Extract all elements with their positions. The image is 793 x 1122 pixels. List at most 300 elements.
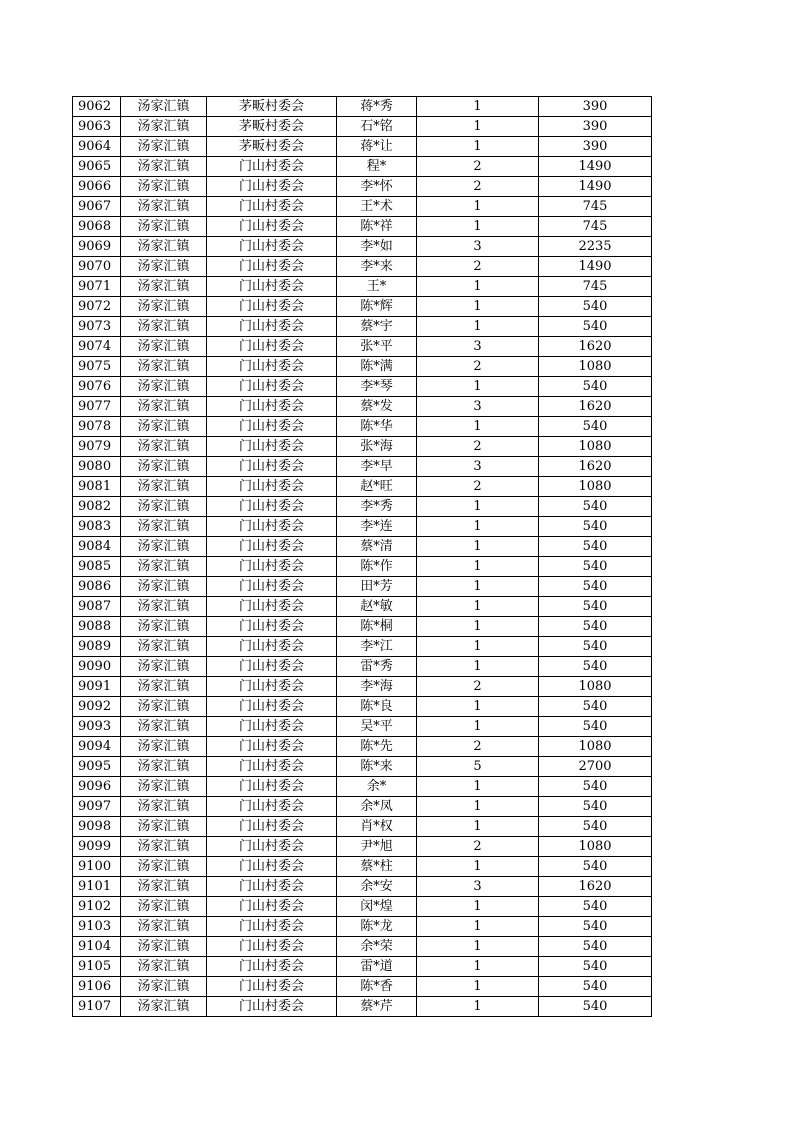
name-cell: 陈*良 [337,697,417,717]
row-id-cell: 9068 [73,217,121,237]
row-id-cell: 9065 [73,157,121,177]
town-cell: 汤家汇镇 [121,757,207,777]
amount-cell: 540 [539,317,652,337]
amount-cell: 540 [539,937,652,957]
amount-cell: 540 [539,637,652,657]
town-cell: 汤家汇镇 [121,577,207,597]
count-cell: 3 [417,877,539,897]
table-row [73,637,652,657]
count-cell: 1 [417,917,539,937]
count-cell: 2 [417,157,539,177]
village-cell: 门山村委会 [207,797,337,817]
amount-cell: 2700 [539,757,652,777]
name-cell: 陈*先 [337,737,417,757]
village-cell: 茅畈村委会 [207,117,337,137]
village-cell: 门山村委会 [207,817,337,837]
village-cell: 门山村委会 [207,837,337,857]
table-row [73,537,652,557]
row-id-cell: 9072 [73,297,121,317]
table-row [73,357,652,377]
row-id-cell: 9069 [73,237,121,257]
amount-cell: 540 [539,577,652,597]
table-row [73,197,652,217]
town-cell: 汤家汇镇 [121,177,207,197]
village-cell: 门山村委会 [207,897,337,917]
village-cell: 门山村委会 [207,997,337,1017]
town-cell: 汤家汇镇 [121,837,207,857]
amount-cell: 540 [539,537,652,557]
count-cell: 1 [417,617,539,637]
name-cell: 蔡*发 [337,397,417,417]
row-id-cell: 9106 [73,977,121,997]
village-cell: 门山村委会 [207,497,337,517]
table-row [73,777,652,797]
count-cell: 1 [417,797,539,817]
name-cell: 陈*龙 [337,917,417,937]
count-cell: 1 [417,117,539,137]
village-cell: 门山村委会 [207,337,337,357]
row-id-cell: 9078 [73,417,121,437]
table-row [73,937,652,957]
village-cell: 门山村委会 [207,877,337,897]
village-cell: 门山村委会 [207,917,337,937]
town-cell: 汤家汇镇 [121,317,207,337]
town-cell: 汤家汇镇 [121,917,207,937]
amount-cell: 745 [539,277,652,297]
amount-cell: 540 [539,697,652,717]
village-cell: 门山村委会 [207,317,337,337]
amount-cell: 540 [539,517,652,537]
amount-cell: 540 [539,597,652,617]
name-cell: 李*怀 [337,177,417,197]
row-id-cell: 9074 [73,337,121,357]
amount-cell: 540 [539,977,652,997]
table-row [73,477,652,497]
amount-cell: 540 [539,297,652,317]
village-cell: 门山村委会 [207,357,337,377]
village-cell: 门山村委会 [207,737,337,757]
table-row [73,137,652,157]
amount-cell: 1620 [539,877,652,897]
village-cell: 门山村委会 [207,657,337,677]
village-cell: 门山村委会 [207,777,337,797]
count-cell: 5 [417,757,539,777]
amount-cell: 1080 [539,357,652,377]
table-row [73,997,652,1017]
town-cell: 汤家汇镇 [121,797,207,817]
table-row [73,617,652,637]
row-id-cell: 9105 [73,957,121,977]
amount-cell: 745 [539,217,652,237]
amount-cell: 1080 [539,677,652,697]
amount-cell: 540 [539,917,652,937]
name-cell: 陈*辉 [337,297,417,317]
town-cell: 汤家汇镇 [121,717,207,737]
name-cell: 蒋*让 [337,137,417,157]
count-cell: 1 [417,557,539,577]
table-row [73,297,652,317]
table-row [73,177,652,197]
town-cell: 汤家汇镇 [121,897,207,917]
row-id-cell: 9073 [73,317,121,337]
table-row [73,917,652,937]
town-cell: 汤家汇镇 [121,857,207,877]
village-cell: 门山村委会 [207,177,337,197]
row-id-cell: 9064 [73,137,121,157]
table-row [73,657,652,677]
count-cell: 1 [417,897,539,917]
name-cell: 陈*作 [337,557,417,577]
town-cell: 汤家汇镇 [121,997,207,1017]
town-cell: 汤家汇镇 [121,597,207,617]
town-cell: 汤家汇镇 [121,657,207,677]
town-cell: 汤家汇镇 [121,517,207,537]
name-cell: 蒋*秀 [337,97,417,117]
row-id-cell: 9104 [73,937,121,957]
name-cell: 程* [337,157,417,177]
name-cell: 蔡*清 [337,537,417,557]
village-cell: 茅畈村委会 [207,97,337,117]
table-row [73,557,652,577]
town-cell: 汤家汇镇 [121,217,207,237]
row-id-cell: 9076 [73,377,121,397]
name-cell: 陈*祥 [337,217,417,237]
amount-cell: 1620 [539,397,652,417]
count-cell: 1 [417,417,539,437]
amount-cell: 540 [539,717,652,737]
table-row [73,757,652,777]
town-cell: 汤家汇镇 [121,337,207,357]
village-cell: 门山村委会 [207,617,337,637]
count-cell: 1 [417,637,539,657]
table-row [73,237,652,257]
village-cell: 门山村委会 [207,217,337,237]
town-cell: 汤家汇镇 [121,397,207,417]
town-cell: 汤家汇镇 [121,697,207,717]
name-cell: 余*凤 [337,797,417,817]
village-cell: 门山村委会 [207,677,337,697]
row-id-cell: 9086 [73,577,121,597]
name-cell: 李*早 [337,457,417,477]
town-cell: 汤家汇镇 [121,937,207,957]
row-id-cell: 9063 [73,117,121,137]
name-cell: 李*如 [337,237,417,257]
name-cell: 李*江 [337,637,417,657]
village-cell: 门山村委会 [207,437,337,457]
table-row [73,317,652,337]
amount-cell: 1080 [539,837,652,857]
amount-cell: 540 [539,817,652,837]
town-cell: 汤家汇镇 [121,197,207,217]
town-cell: 汤家汇镇 [121,877,207,897]
row-id-cell: 9093 [73,717,121,737]
row-id-cell: 9096 [73,777,121,797]
count-cell: 1 [417,997,539,1017]
row-id-cell: 9067 [73,197,121,217]
row-id-cell: 9066 [73,177,121,197]
amount-cell: 1620 [539,337,652,357]
village-cell: 门山村委会 [207,957,337,977]
amount-cell: 1080 [539,437,652,457]
town-cell: 汤家汇镇 [121,137,207,157]
amount-cell: 540 [539,797,652,817]
town-cell: 汤家汇镇 [121,477,207,497]
village-cell: 门山村委会 [207,397,337,417]
table-row [73,697,652,717]
village-cell: 门山村委会 [207,937,337,957]
name-cell: 蔡*宇 [337,317,417,337]
town-cell: 汤家汇镇 [121,437,207,457]
name-cell: 田*芳 [337,577,417,597]
name-cell: 李*来 [337,257,417,277]
name-cell: 尹*旭 [337,837,417,857]
name-cell: 吴*平 [337,717,417,737]
row-id-cell: 9075 [73,357,121,377]
row-id-cell: 9094 [73,737,121,757]
village-cell: 门山村委会 [207,537,337,557]
row-id-cell: 9082 [73,497,121,517]
amount-cell: 540 [539,617,652,637]
table-row [73,977,652,997]
town-cell: 汤家汇镇 [121,977,207,997]
row-id-cell: 9101 [73,877,121,897]
village-cell: 门山村委会 [207,417,337,437]
town-cell: 汤家汇镇 [121,737,207,757]
town-cell: 汤家汇镇 [121,817,207,837]
amount-cell: 540 [539,777,652,797]
amount-cell: 1080 [539,737,652,757]
count-cell: 3 [417,397,539,417]
name-cell: 张*海 [337,437,417,457]
row-id-cell: 9100 [73,857,121,877]
count-cell: 1 [417,957,539,977]
amount-cell: 1490 [539,177,652,197]
name-cell: 雷*道 [337,957,417,977]
amount-cell: 390 [539,137,652,157]
amount-cell: 540 [539,957,652,977]
table-row [73,837,652,857]
name-cell: 蔡*芹 [337,997,417,1017]
name-cell: 张*平 [337,337,417,357]
count-cell: 1 [417,197,539,217]
row-id-cell: 9081 [73,477,121,497]
village-cell: 门山村委会 [207,157,337,177]
name-cell: 陈*桐 [337,617,417,637]
amount-cell: 540 [539,417,652,437]
table-row [73,677,652,697]
row-id-cell: 9077 [73,397,121,417]
count-cell: 2 [417,477,539,497]
table-row [73,277,652,297]
table-row [73,717,652,737]
table-row [73,417,652,437]
count-cell: 2 [417,357,539,377]
amount-cell: 540 [539,557,652,577]
town-cell: 汤家汇镇 [121,277,207,297]
village-cell: 门山村委会 [207,637,337,657]
row-id-cell: 9085 [73,557,121,577]
village-cell: 门山村委会 [207,697,337,717]
row-id-cell: 9090 [73,657,121,677]
village-cell: 门山村委会 [207,977,337,997]
table-row [73,117,652,137]
count-cell: 1 [417,297,539,317]
table-body [73,97,652,1017]
name-cell: 李*连 [337,517,417,537]
village-cell: 门山村委会 [207,717,337,737]
count-cell: 2 [417,737,539,757]
row-id-cell: 9089 [73,637,121,657]
village-cell: 门山村委会 [207,297,337,317]
count-cell: 1 [417,537,539,557]
count-cell: 1 [417,977,539,997]
row-id-cell: 9099 [73,837,121,857]
town-cell: 汤家汇镇 [121,537,207,557]
table-row [73,517,652,537]
village-cell: 门山村委会 [207,857,337,877]
count-cell: 1 [417,657,539,677]
village-cell: 茅畈村委会 [207,137,337,157]
name-cell: 余*荣 [337,937,417,957]
table-row [73,217,652,237]
village-cell: 门山村委会 [207,277,337,297]
name-cell: 王* [337,277,417,297]
count-cell: 2 [417,437,539,457]
table-row [73,597,652,617]
row-id-cell: 9084 [73,537,121,557]
village-cell: 门山村委会 [207,237,337,257]
count-cell: 1 [417,97,539,117]
town-cell: 汤家汇镇 [121,637,207,657]
town-cell: 汤家汇镇 [121,257,207,277]
name-cell: 陈*满 [337,357,417,377]
table-row [73,437,652,457]
row-id-cell: 9095 [73,757,121,777]
table-row [73,877,652,897]
town-cell: 汤家汇镇 [121,117,207,137]
amount-cell: 540 [539,497,652,517]
name-cell: 赵*旺 [337,477,417,497]
town-cell: 汤家汇镇 [121,97,207,117]
row-id-cell: 9080 [73,457,121,477]
table-row [73,157,652,177]
count-cell: 3 [417,457,539,477]
amount-cell: 390 [539,117,652,137]
count-cell: 1 [417,317,539,337]
amount-cell: 390 [539,97,652,117]
table-row [73,957,652,977]
amount-cell: 1490 [539,257,652,277]
table-row [73,737,652,757]
row-id-cell: 9083 [73,517,121,537]
amount-cell: 1620 [539,457,652,477]
table-row [73,397,652,417]
count-cell: 1 [417,857,539,877]
count-cell: 2 [417,677,539,697]
name-cell: 李*琴 [337,377,417,397]
count-cell: 1 [417,937,539,957]
name-cell: 肖*权 [337,817,417,837]
row-id-cell: 9070 [73,257,121,277]
town-cell: 汤家汇镇 [121,677,207,697]
count-cell: 1 [417,277,539,297]
table-row [73,97,652,117]
village-cell: 门山村委会 [207,597,337,617]
table-row [73,797,652,817]
name-cell: 余* [337,777,417,797]
row-id-cell: 9097 [73,797,121,817]
table-row [73,257,652,277]
name-cell: 王*术 [337,197,417,217]
row-id-cell: 9062 [73,97,121,117]
village-cell: 门山村委会 [207,257,337,277]
count-cell: 1 [417,577,539,597]
village-cell: 门山村委会 [207,557,337,577]
town-cell: 汤家汇镇 [121,357,207,377]
amount-cell: 1080 [539,477,652,497]
count-cell: 1 [417,517,539,537]
table-row [73,857,652,877]
count-cell: 3 [417,237,539,257]
amount-cell: 540 [539,657,652,677]
village-cell: 门山村委会 [207,577,337,597]
row-id-cell: 9092 [73,697,121,717]
town-cell: 汤家汇镇 [121,297,207,317]
amount-cell: 540 [539,857,652,877]
table-row [73,577,652,597]
row-id-cell: 9079 [73,437,121,457]
village-cell: 门山村委会 [207,457,337,477]
row-id-cell: 9107 [73,997,121,1017]
row-id-cell: 9102 [73,897,121,917]
count-cell: 1 [417,597,539,617]
town-cell: 汤家汇镇 [121,237,207,257]
count-cell: 2 [417,257,539,277]
count-cell: 2 [417,177,539,197]
town-cell: 汤家汇镇 [121,377,207,397]
name-cell: 李*海 [337,677,417,697]
town-cell: 汤家汇镇 [121,617,207,637]
name-cell: 雷*秀 [337,657,417,677]
amount-cell: 540 [539,897,652,917]
row-id-cell: 9091 [73,677,121,697]
name-cell: 陈*华 [337,417,417,437]
table-row [73,817,652,837]
town-cell: 汤家汇镇 [121,417,207,437]
amount-cell: 1490 [539,157,652,177]
table-row [73,377,652,397]
row-id-cell: 9087 [73,597,121,617]
table-row [73,897,652,917]
count-cell: 1 [417,777,539,797]
name-cell: 李*秀 [337,497,417,517]
name-cell: 闵*煌 [337,897,417,917]
town-cell: 汤家汇镇 [121,777,207,797]
count-cell: 3 [417,337,539,357]
count-cell: 2 [417,837,539,857]
count-cell: 1 [417,717,539,737]
amount-cell: 2235 [539,237,652,257]
village-cell: 门山村委会 [207,377,337,397]
town-cell: 汤家汇镇 [121,957,207,977]
name-cell: 蔡*柱 [337,857,417,877]
town-cell: 汤家汇镇 [121,157,207,177]
amount-cell: 540 [539,377,652,397]
table-row [73,457,652,477]
data-table [72,96,652,1017]
amount-cell: 745 [539,197,652,217]
count-cell: 1 [417,217,539,237]
